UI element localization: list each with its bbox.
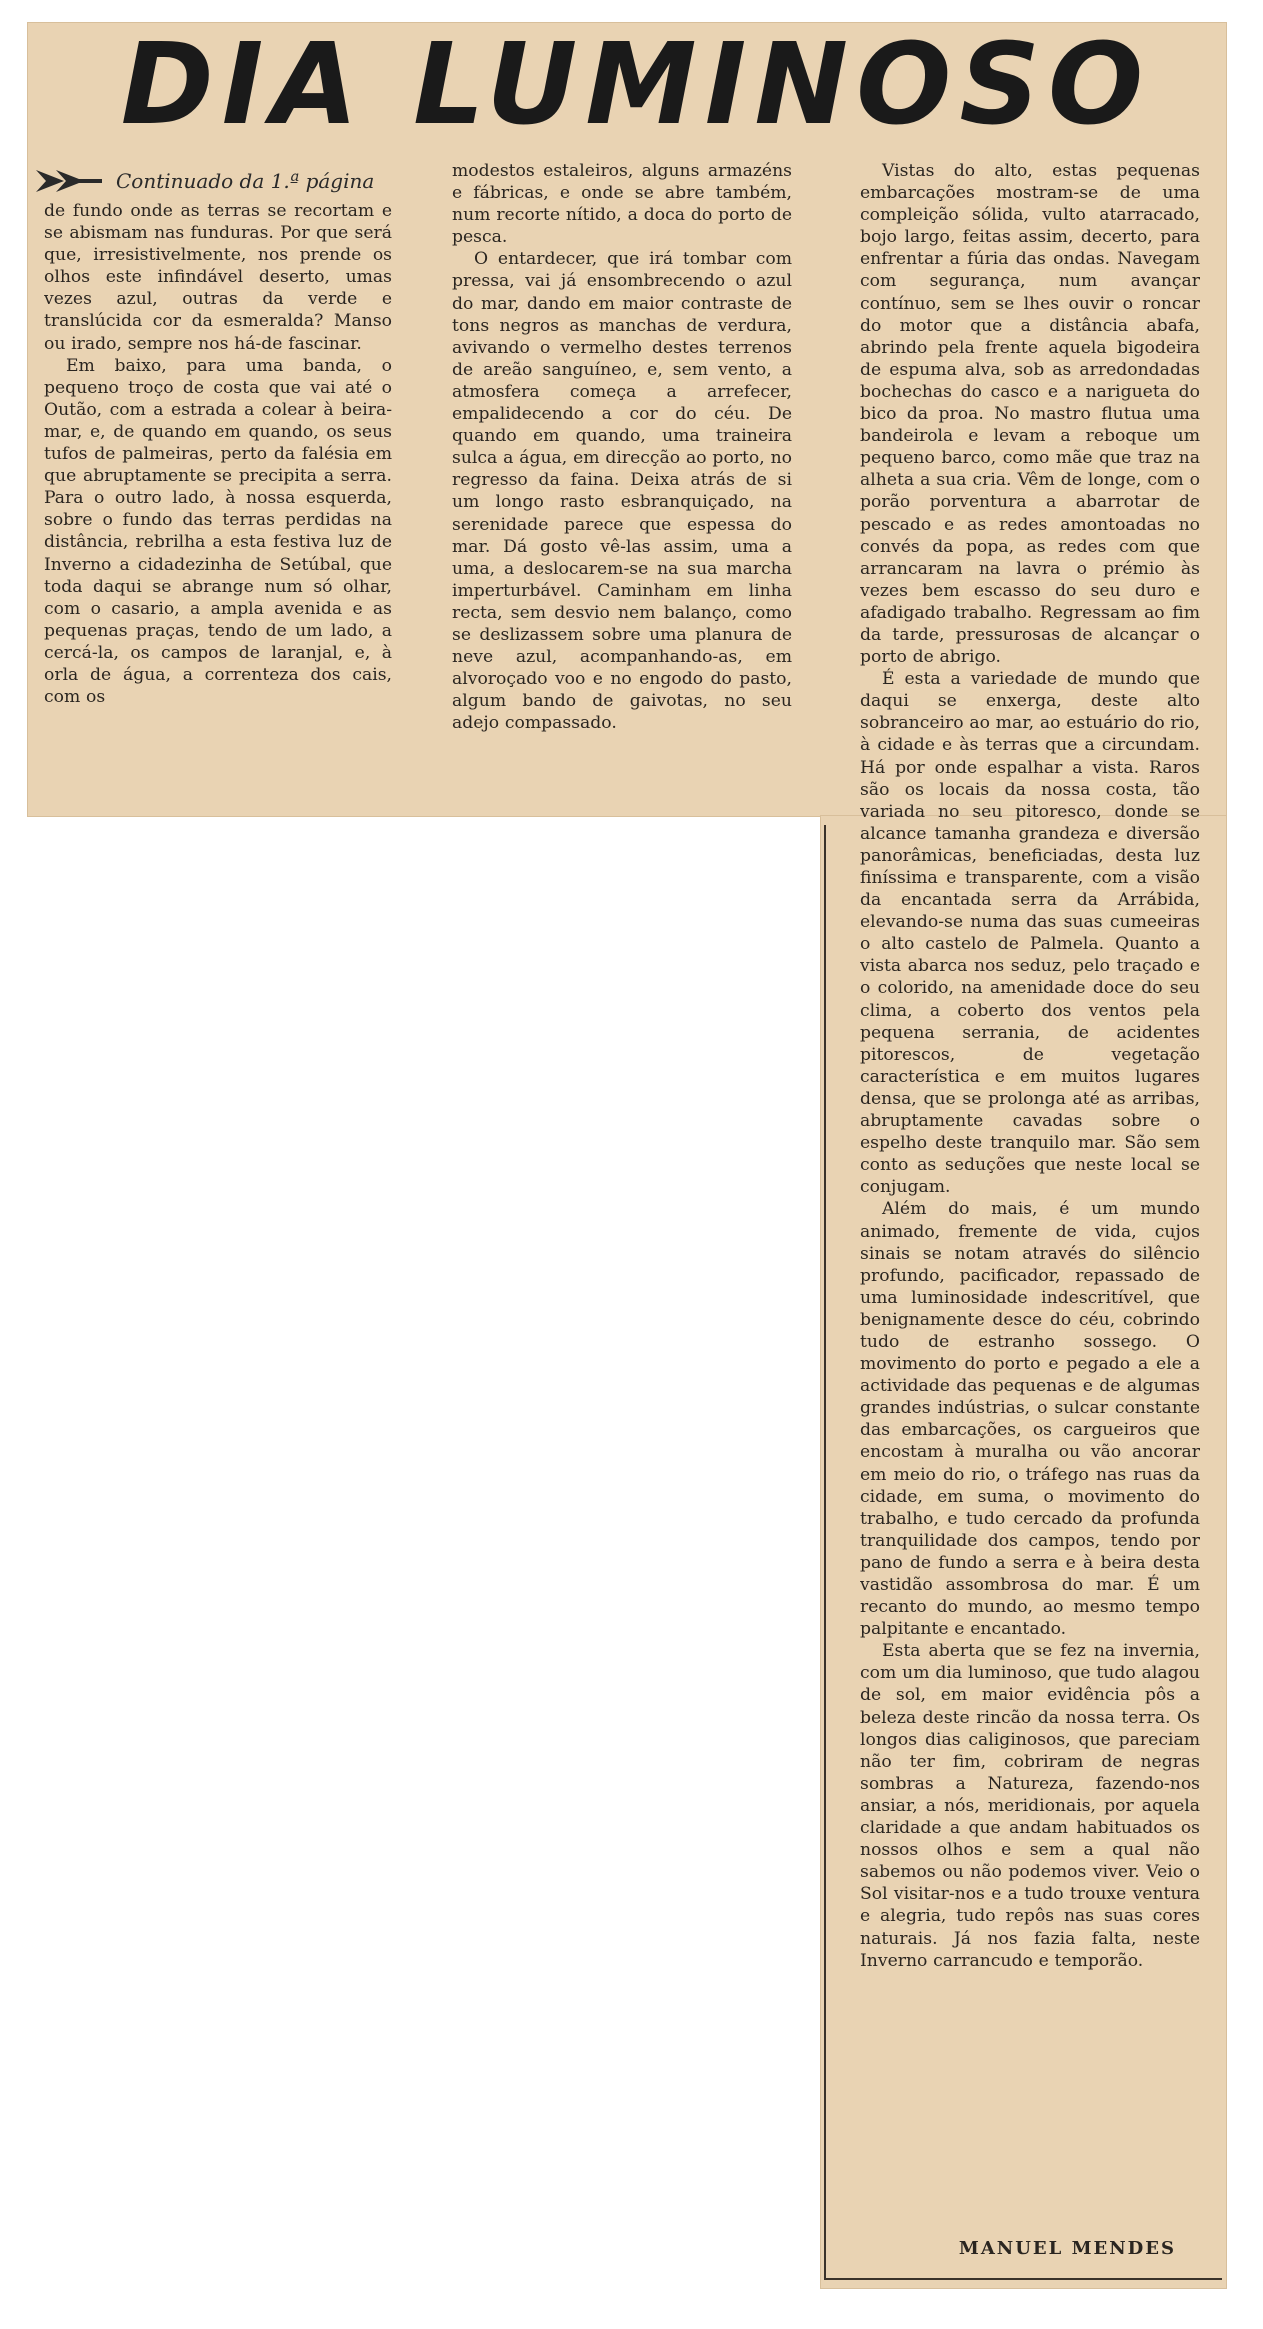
continued-note	[34, 164, 454, 198]
paragraph: O entardecer, que irá tombar com pressa, vai já ensombrecendo o azul do mar, dando em maior contraste de tons negros as manchas de verdura, avivando o vermelho destes terrenos de areão sanguíneo, e, sem vento, a atmosfera começa a arrefecer, empalidecendo a cor do céu. De quando em quando, uma traineira sulca a água, em direcção ao porto, no regresso da faina. Deixa atrás de si um longo rasto esbranquiçado, na serenidade parece que espessa do mar. Dá gosto vê-las assim, uma a uma, a deslocarem-se na sua marcha imperturbável. Caminham em linha recta, sem desvio nem balanço, como se deslizassem sobre uma planura de neve azul, acompanhando-as, em alvoroçado voo e no engodo do pasto, algum bando de gaivotas, no seu adejo compassado.	[452, 249, 792, 734]
paragraph: Além do mais, é um mundo animado, fremente de vida, cujos sinais se notam através do silêncio profundo, pacificador, repassado de uma luminosidade indescritível, que benignamente desce do céu, cobrindo tudo de estranho sossego. O movimento do porto e pegado a ele a actividade das pequenas e de algumas grandes indústrias, o sulcar constante das embarcações, os cargueiros que encostam à muralha ou vão ancorar em meio do rio, o tráfego nas ruas da cidade, em suma, o movimento do trabalho, e tudo cercado da profunda tranquilidade dos campos, tendo por pano de fundo a serra e à beira desta vastidão assombrosa do mar. É um recanto do mundo, ao mesmo tempo palpitante e encantado.	[860, 1199, 1200, 1640]
article-headline: DIA LUMINOSO	[120, 20, 1152, 150]
article-column-2	[452, 160, 792, 800]
paragraph: de fundo onde as terras se recortam e se abismam nas funduras. Por que será que, irresistivelmente, nos prende os olhos este infindável deserto, umas vezes azul, outras da verde e translúcida cor da esmeralda? Manso ou irado, sempre nos há-de fascinar.	[44, 201, 392, 354]
author-signature: MANUEL MENDES	[958, 2238, 1176, 2259]
paragraph: Em baixo, para uma banda, o pequeno troço de costa que vai até o Outão, com a estrada a colear à beira-mar, e, de quando em quando, os seus tufos de palmeiras, perto da falésia em que abruptamente se precipita a serra. Para o outro lado, à nossa esquerda, sobre o fundo das terras perdidas na distância, rebrilha a esta festiva luz de Inverno a cidadezinha de Setúbal, que toda daqui se abrange num só olhar, com o casario, a ampla avenida e as pequenas praças, tendo de um lado, a cercá-la, os campos de laranjal, e, à orla de água, a correnteza dos cais, com os	[44, 355, 392, 708]
double-arrow-icon	[34, 166, 104, 196]
paragraph: modestos estaleiros, alguns armazéns e fábricas, e onde se abre também, num recorte nítido, a doca do porto de pesca.	[452, 161, 792, 248]
article-column-3	[860, 160, 1200, 2228]
column-rule-vertical	[824, 825, 826, 2280]
paragraph: Esta aberta que se fez na invernia, com um dia luminoso, que tudo alagou de sol, em maior evidência pôs a beleza deste rincão da nossa terra. Os longos dias caliginosos, que pareciam não ter fim, cobriram de negras sombras a Natureza, fazendo-nos ansiar, a nós, meridionais, por aquela claridade a que andam habituados os nossos olhos e sem a qual não sabemos ou não podemos viver. Veio o Sol visitar-nos e a tudo trouxe ventura e alegria, tudo repôs nas suas cores naturais. Já nos fazia falta, neste Inverno carrancudo e temporão.	[860, 1641, 1200, 1971]
continued-note-text: Continuado da 1.ª página	[116, 169, 375, 193]
column-rule-horizontal	[824, 2278, 1222, 2280]
article-column-1	[44, 200, 392, 800]
paragraph: É esta a variedade de mundo que daqui se enxerga, deste alto sobranceiro ao mar, ao estuário do rio, à cidade e às terras que a circundam. Há por onde espalhar a vista. Raros são os locais da nossa costa, tão variada no seu pitoresco, donde se alcance tamanha grandeza e diversão panorâmicas, beneficiadas, desta luz finíssima e transparente, com a visão da encantada serra da Arrábida, elevando-se numa das suas cumeeiras o alto castelo de Palmela. Quanto a vista abarca nos seduz, pelo traçado e o colorido, na amenidade doce do seu clima, a coberto dos ventos pela pequena serrania, de acidentes pitorescos, de vegetação característica e em muitos lugares densa, que se prolonga até as arribas, abruptamente cavadas sobre o espelho deste tranquilo mar. São sem conto as seduções que neste local se conjugam.	[860, 669, 1200, 1198]
paragraph: Vistas do alto, estas pequenas embarcações mostram-se de uma compleição sólida, vulto atarracado, bojo largo, feitas assim, decerto, para enfrentar a fúria das ondas. Navegam com segurança, num avançar contínuo, sem se lhes ouvir o roncar do motor que a distância abafa, abrindo pela frente aquela bigodeira de espuma alva, sob as arredondadas bochechas do casco e a narigueta do bico da proa. No mastro flutua uma bandeirola e levam a reboque um pequeno barco, como mãe que traz na alheta a sua cria. Vêm de longe, com o porão porventura a abarrotar de pescado e as redes amontoadas no convés da popa, as redes com que arrancaram na lavra o prémio às vezes bem escasso do seu duro e afadigado trabalho. Regressam ao fim da tarde, pressurosas de alcançar o porto de abrigo.	[860, 161, 1200, 668]
